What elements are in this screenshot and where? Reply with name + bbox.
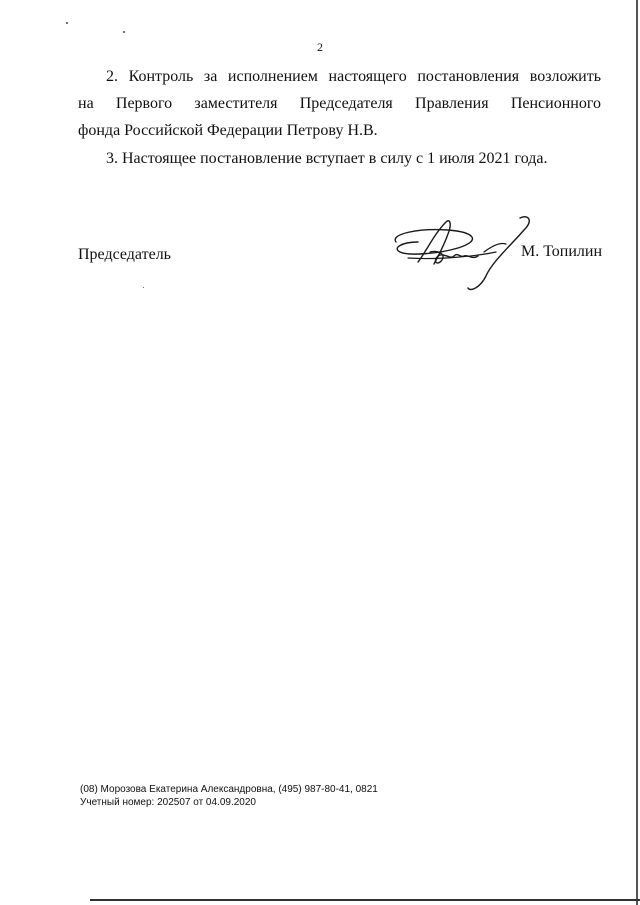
registration-number: Учетный номер: 202507 от 04.09.2020 [80,797,256,808]
signatory-name: М. Топилин [521,243,603,260]
page-number: 2 [317,40,323,54]
scan-edge-bottom [90,899,640,901]
executor-contact: (08) Морозова Екатерина Александровна, (495) 987-80-41, 0821 [80,784,378,795]
paragraph-control-line-2: на Первого заместителя Председателя Правления Пенсионного [78,95,601,112]
paragraph-effective-date: 3. Настоящее постановление вступает в силу с 1 июля 2021 года. [106,150,548,167]
executor-footer [80,783,378,809]
scan-speck [66,22,68,24]
paragraph-control-line-1: 2. Контроль за исполнением настоящего постановления возложить [106,68,601,85]
scan-speck [143,287,144,288]
scan-edge-right [636,0,638,905]
scan-speck [123,31,125,33]
paragraph-control-line-3: фонда Российской Федерации Петрову Н.В. [78,122,378,139]
signatory-title: Председатель [78,246,171,263]
